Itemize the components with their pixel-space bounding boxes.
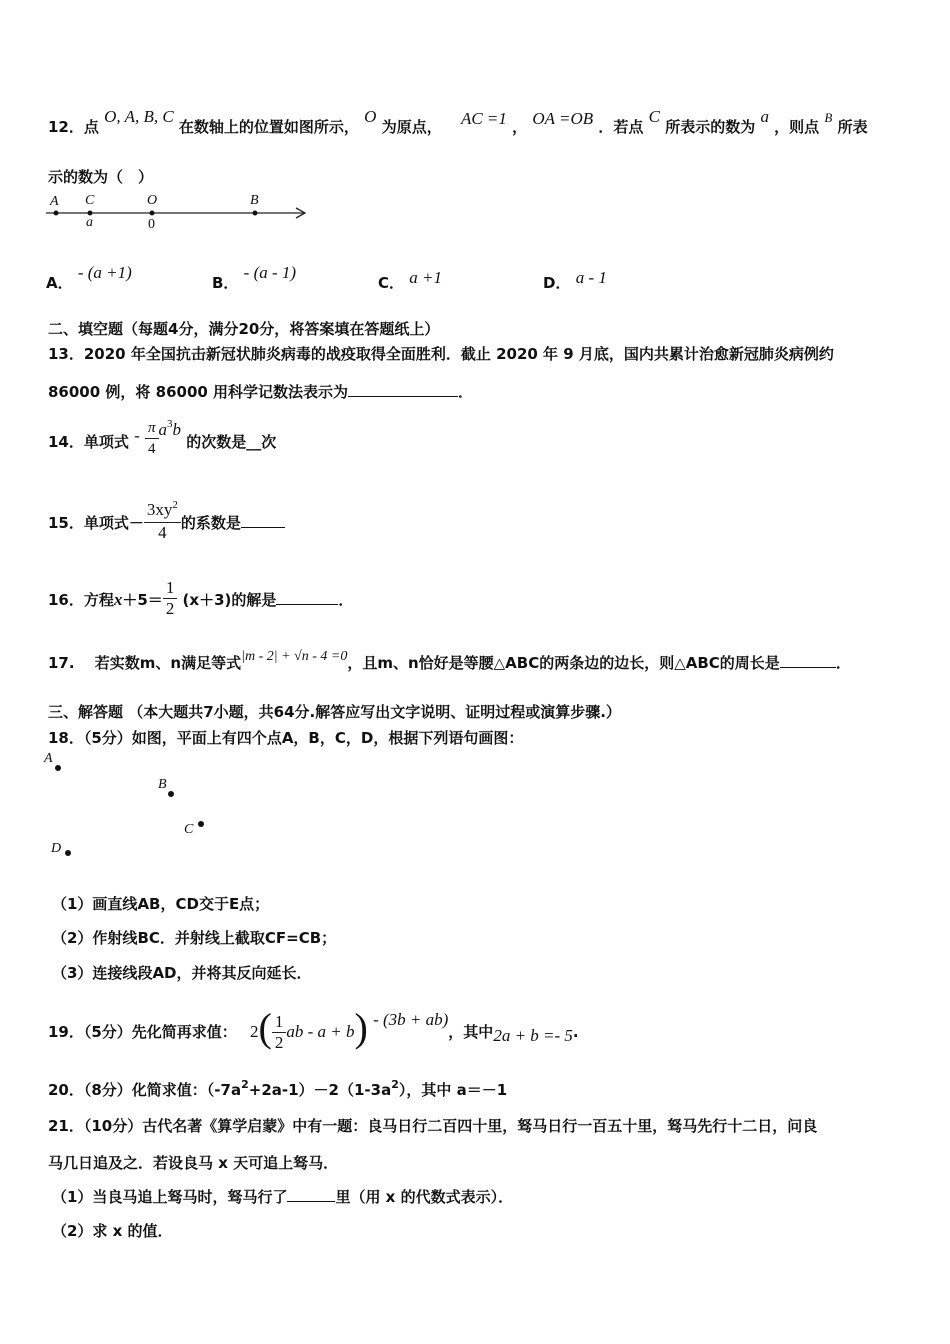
- q19-coef: 2: [250, 1022, 259, 1041]
- q12-text4: 所表示的数为: [665, 118, 756, 136]
- q19-line: [48, 1000, 579, 1053]
- q15-post: 的系数是: [180, 514, 241, 532]
- q12-line2: 示的数为（ ）: [48, 168, 154, 186]
- q12-number: 12．点: [48, 118, 99, 136]
- q12-text2: 为原点，: [381, 118, 442, 136]
- q19-end: .: [572, 1023, 579, 1041]
- q21-answer-blank[interactable]: [287, 1189, 335, 1202]
- axis-label-b: B: [250, 193, 259, 208]
- q12-option-d: [543, 268, 607, 293]
- option-b-expr: - (a - 1): [243, 263, 297, 282]
- q16-mid: ＋5＝: [122, 591, 163, 609]
- section-2-heading: 二、填空题（每题4分，满分20分，将答案填在答题纸上）: [48, 320, 440, 338]
- q21-step2: （2）求 x 的值．: [52, 1222, 173, 1240]
- q18-heading: 18．（5分）如图，平面上有四个点A，B，C，D，根据下列语句画图：: [48, 729, 524, 747]
- q19-left-paren: (: [258, 1005, 272, 1050]
- q16-x: x: [113, 590, 123, 609]
- q17-answer-blank[interactable]: [780, 655, 836, 668]
- q20-line: [48, 1079, 507, 1100]
- point-d-label: D: [51, 841, 62, 856]
- axis-label-c: C: [85, 193, 95, 208]
- q12-option-a: [46, 263, 132, 293]
- q15-numerator: [144, 500, 181, 523]
- q12-text6: 所表: [837, 118, 868, 136]
- q15-line: [48, 500, 285, 543]
- q15-denominator: 4: [158, 523, 167, 542]
- q14-exponent: 3: [167, 418, 173, 430]
- q20-mid: +2a-1）－2（1-3a: [248, 1081, 392, 1099]
- q19-mid: ，其中: [448, 1023, 494, 1041]
- option-c-label: C．: [378, 274, 405, 292]
- q12-oaob: OA =OB: [532, 109, 594, 128]
- option-a-expr: - (a +1): [77, 263, 132, 282]
- point-c-label: C: [184, 822, 194, 837]
- q14-pre: 14．单项式: [48, 433, 129, 451]
- q15-fraction: [144, 500, 181, 543]
- q21-line2: 马几日追及之．若设良马 x 天可追上驽马．: [48, 1154, 339, 1172]
- q13-line2: [48, 381, 473, 402]
- option-c-expr: a +1: [409, 268, 442, 287]
- q19-fraction: [272, 1012, 287, 1053]
- q21-step1-text: （1）当良马追上驽马时，驽马行了: [52, 1188, 288, 1206]
- q16-answer-blank[interactable]: [276, 592, 338, 605]
- axis-label-o: O: [147, 193, 158, 208]
- point-d-dot: [65, 850, 71, 856]
- q12-comma: ，: [512, 118, 528, 136]
- q13-text: 86000 例，将 86000 用科学记数法表示为: [48, 383, 349, 401]
- option-d-expr: a - 1: [575, 268, 607, 287]
- q12-option-b: [212, 263, 297, 293]
- q16-post: 的解是: [231, 591, 277, 609]
- q17-equation: |m - 2| + √n - 4 =0: [241, 649, 348, 664]
- q21-step1-end: 里（用 x 的代数式表示）．: [335, 1188, 514, 1206]
- q14-post: 的次数是__次: [186, 433, 277, 451]
- q12-line1: [48, 107, 868, 137]
- q18-step3: （3）连接线段AD，并将其反向延长．: [52, 964, 312, 982]
- q14-numerator: π: [145, 418, 159, 439]
- q17-post: ，且m、n恰好是等腰△ABC的两条边的边长，则△ABC的周长是: [347, 654, 780, 672]
- q15-exponent: 2: [172, 499, 178, 511]
- q17-pre: 17. 若实数m、n满足等式: [48, 654, 242, 672]
- q16-numerator: 1: [163, 578, 178, 599]
- option-b-label: B．: [212, 274, 239, 292]
- option-a-label: A．: [46, 274, 73, 292]
- q21-step1: [52, 1186, 513, 1207]
- q12-c: C: [648, 107, 660, 126]
- q12-text5: ，则点: [774, 118, 820, 136]
- q12-text3: ．若点: [598, 118, 644, 136]
- q14-minus: -: [134, 426, 140, 445]
- q14-fraction: [145, 418, 159, 459]
- section-3-heading: 三、解答题 （本大题共7小题，共64分.解答应写出文字说明、证明过程或演算步骤.）: [48, 703, 621, 721]
- q12-points: O, A, B, C: [104, 107, 174, 126]
- axis-value-a: a: [86, 215, 93, 230]
- q18-step1: （1）画直线AB，CD交于E点；: [52, 895, 270, 913]
- q20-exp2: 2: [391, 1078, 399, 1091]
- q12-ac: AC =1: [460, 109, 507, 128]
- q17-line: [48, 649, 851, 673]
- q16-paren: (x＋3): [182, 591, 232, 609]
- q13-answer-blank[interactable]: [348, 384, 458, 397]
- q18-step2: （2）作射线BC．并射线上截取CF=CB；: [52, 929, 337, 947]
- option-d-label: D．: [543, 274, 571, 292]
- q16-pre: 16．方程: [48, 591, 114, 609]
- q13-end: ．: [458, 383, 474, 401]
- q14-denominator: 4: [148, 441, 156, 457]
- point-a-dot: [55, 765, 61, 771]
- q20-pre: 20．（8分）化简求值：（-7a: [48, 1081, 242, 1099]
- q15-answer-blank[interactable]: [241, 515, 285, 528]
- point-a-label: A: [44, 751, 53, 766]
- axis-value-zero: 0: [148, 217, 155, 232]
- q19-right-paren: ): [354, 1005, 368, 1050]
- q16-denominator: 2: [165, 599, 175, 618]
- q12-a: a: [760, 107, 769, 126]
- q16-end: ．: [338, 591, 354, 609]
- q19-condition: 2a + b =- 5: [493, 1026, 573, 1045]
- q20-exp1: 2: [241, 1078, 249, 1091]
- q12-b: B: [824, 110, 833, 125]
- q16-line: [48, 578, 353, 619]
- point-c-dot: [198, 821, 204, 827]
- q19-numerator: 1: [272, 1012, 287, 1033]
- q16-fraction: [163, 578, 178, 619]
- q15-pre: 15．单项式－: [48, 514, 144, 532]
- point-b-label: B: [158, 777, 167, 792]
- q12-o: O: [364, 107, 377, 126]
- q14-line: [48, 418, 276, 459]
- q14-b: b: [172, 420, 182, 439]
- q19-inner: ab - a + b: [286, 1022, 355, 1041]
- q12-option-c: [378, 268, 442, 293]
- q19-pre: 19．（5分）先化简再求值：: [48, 1023, 237, 1041]
- number-line-figure: [44, 193, 314, 238]
- q19-rest: - (3b + ab): [373, 1010, 449, 1029]
- q15-num-text: 3xy: [146, 500, 173, 519]
- q20-post: ），其中 a＝－1: [398, 1081, 508, 1099]
- axis-label-a: A: [50, 194, 59, 209]
- point-b-dot: [168, 791, 174, 797]
- q21-line1: 21．（10分）古代名著《算学启蒙》中有一题：良马日行二百四十里，驽马日行一百五十里，驽马先行十二日，问良: [48, 1117, 818, 1135]
- q19-denominator: 2: [274, 1033, 284, 1052]
- q14-a: a: [158, 420, 168, 439]
- q12-text1: 在数轴上的位置如图所示，: [178, 118, 359, 136]
- q17-end: ．: [835, 654, 851, 672]
- q13-line1: 13．2020 年全国抗击新冠状肺炎病毒的战疫取得全面胜利．截止 2020 年 9 月底，国内共累计治愈新冠肺炎病例约: [48, 345, 834, 363]
